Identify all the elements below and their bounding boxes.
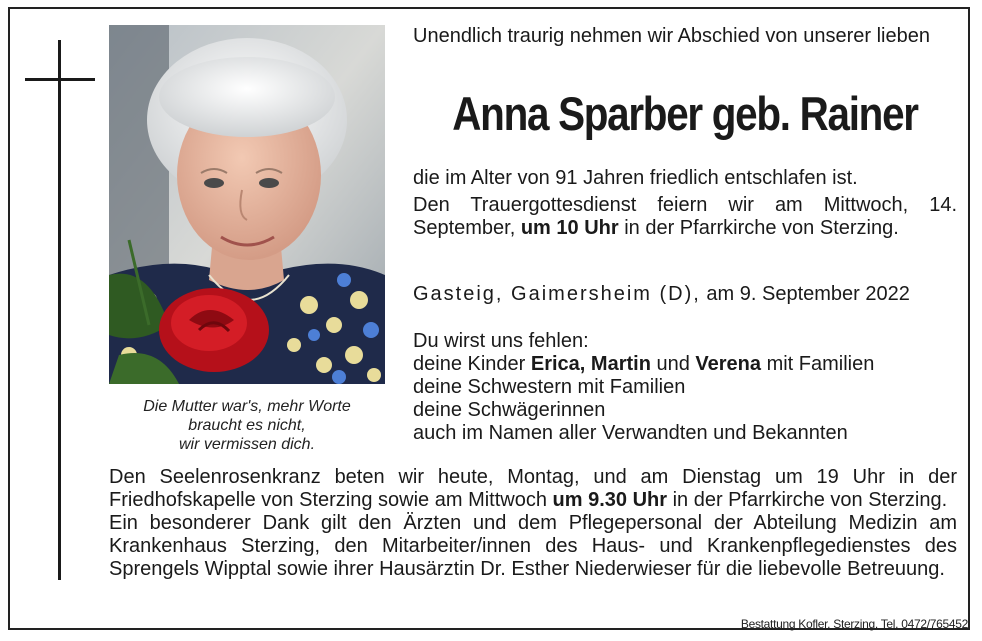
cross-icon xyxy=(58,40,61,580)
service-text: Den Trauergottesdienst feiern wir am Mittwoch, 14. September, xyxy=(413,194,957,239)
rosary-text: Den Seelenrosenkranz beten wir heute, Montag, und am Dienstag um 19 Uhr in der Friedhofskapelle von Sterzing sowie am Mittwoch xyxy=(109,466,957,511)
deceased-name: Anna Sparber geb. Rainer xyxy=(452,87,918,140)
mourner-line-relatives: auch im Namen aller Verwandten und Bekannten xyxy=(413,422,848,444)
rosary-paragraph xyxy=(109,466,957,512)
funeral-service-text xyxy=(413,194,957,240)
cross-icon-bar xyxy=(25,78,95,81)
place-date-line xyxy=(413,283,957,306)
notice-date: am 9. September 2022 xyxy=(700,283,910,305)
undertaker-credit: Bestattung Kofler, Sterzing, Tel. 0472/765452 xyxy=(740,617,968,631)
mourner-line-children xyxy=(413,353,957,376)
children-names: Erica, Martin xyxy=(530,353,651,375)
photo-caption xyxy=(109,397,385,454)
bottom-text-block xyxy=(109,466,957,581)
mourners-heading: Du wirst uns fehlen: xyxy=(413,330,589,352)
mourner-line-sisters-in-law: deine Schwägerinnen xyxy=(413,399,606,421)
portrait-photo xyxy=(109,25,385,384)
rosary-text-end: in der Pfarrkirche von Sterzing. xyxy=(667,489,948,511)
place-location: Gasteig, Gaimersheim (D), xyxy=(413,283,701,305)
rosary-time: um 9.30 Uhr xyxy=(552,489,668,511)
caption-line: braucht es nicht, xyxy=(188,417,306,434)
intro-text: Unendlich traurig nehmen wir Abschied von unserer lieben xyxy=(413,25,930,47)
caption-line: wir vermissen dich. xyxy=(178,436,316,453)
mourner-text: mit Familien xyxy=(761,353,875,375)
service-time: um 10 Uhr xyxy=(520,217,619,239)
mourners-list xyxy=(413,330,957,445)
thanks-paragraph: Ein besonderer Dank gilt den Ärzten und dem Pflegepersonal der Abteilung Medizin am Krankenhaus Sterzing, den Mitarbeiter/innen des Haus- und Krankenpflegedienstes des Sprengels Wipptal sowie ihrer Hausärztin Dr. Esther Niederwieser für die liebevolle Betreuung. xyxy=(109,512,957,580)
mourner-line-sisters: deine Schwestern mit Familien xyxy=(413,376,686,398)
service-text-end: in der Pfarrkirche von Sterzing. xyxy=(618,217,899,239)
age-line: die im Alter von 91 Jahren friedlich entschlafen ist. xyxy=(413,167,858,189)
mourner-text: und xyxy=(650,353,696,375)
caption-line: Die Mutter war's, mehr Worte xyxy=(143,398,351,415)
child-name: Verena xyxy=(695,353,762,375)
mourner-text: deine Kinder xyxy=(413,353,531,375)
